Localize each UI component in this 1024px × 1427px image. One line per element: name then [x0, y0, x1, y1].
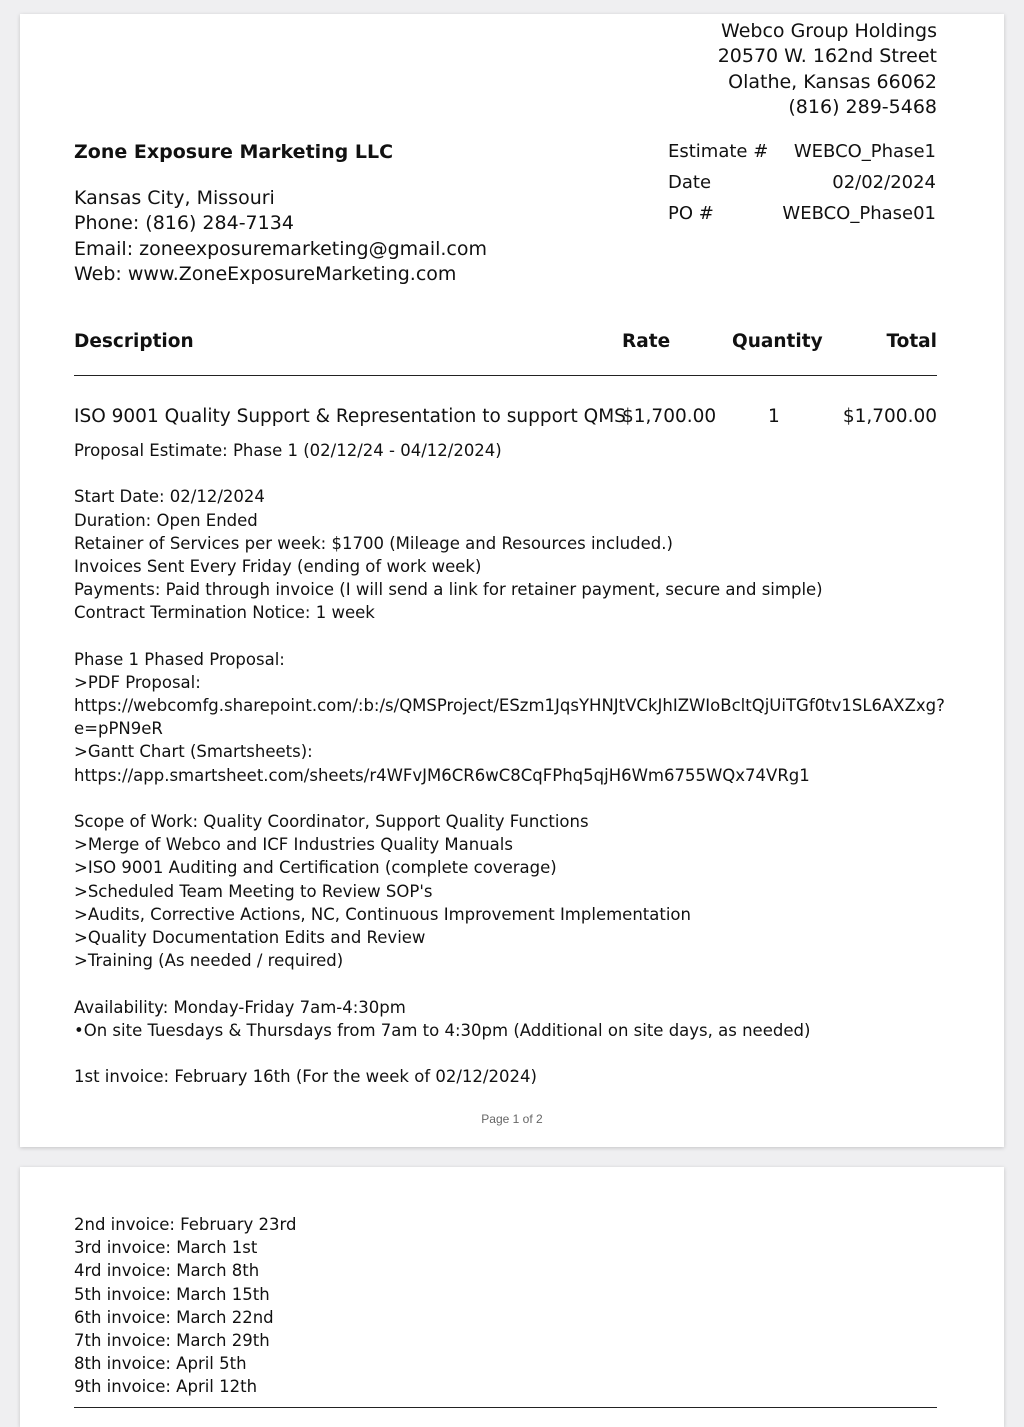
invoice-line: 6th invoice: March 22nd: [74, 1307, 274, 1327]
document-page-1: [20, 14, 1004, 1147]
detail-line: Retainer of Services per week: $1700 (Mileage and Resources included.): [74, 533, 673, 553]
estimate-meta: [668, 141, 936, 234]
invoice-line: 8th invoice: April 5th: [74, 1354, 247, 1374]
po-number-row: [668, 203, 936, 234]
invoice-line: 4rd invoice: March 8th: [74, 1261, 260, 1281]
item-quantity: 1: [768, 406, 780, 427]
item-details: [74, 439, 945, 1088]
meta-label: Date: [668, 172, 712, 193]
page-number-footer: Page 1 of 2: [481, 1112, 543, 1126]
recipient-address: [718, 19, 937, 120]
detail-line: >Scheduled Team Meeting to Review SOP's: [74, 881, 433, 901]
blank-line: [74, 972, 945, 995]
invoice-line: 9th invoice: April 12th: [74, 1377, 258, 1397]
sender-company-name: Zone Exposure Marketing LLC: [74, 141, 394, 163]
detail-line: Phase 1 Phased Proposal:: [74, 649, 285, 669]
invoice-line: 7th invoice: March 29th: [74, 1330, 270, 1350]
blank-line: [74, 1042, 945, 1065]
detail-line: >Training (As needed / required): [74, 951, 344, 971]
invoice-line: 3rd invoice: March 1st: [74, 1238, 258, 1258]
detail-line: >Quality Documentation Edits and Review: [74, 927, 426, 947]
detail-line: Start Date: 02/12/2024: [74, 487, 265, 507]
recipient-phone: (816) 289-5468: [788, 95, 937, 118]
sender-phone: Phone: (816) 284-7134: [74, 212, 294, 235]
blank-line: [74, 462, 945, 485]
sender-web: Web: www.ZoneExposureMarketing.com: [74, 262, 457, 285]
detail-line: Scope of Work: Quality Coordinator, Support Quality Functions: [74, 812, 589, 831]
recipient-name: Webco Group Holdings: [721, 20, 937, 42]
header-rate: Rate: [622, 331, 671, 352]
meta-value: WEBCO_Phase1: [793, 141, 936, 162]
detail-line: https://webcomfg.sharepoint.com/:b:/s/QMSProject/ESzm1JqsYHNJtVCkJhIZWIoBcltQjUiTGf0tv1SL6AXZxg?: [74, 696, 945, 716]
header-description: Description: [74, 331, 194, 352]
table-header-divider: [74, 375, 937, 376]
detail-line: >Audits, Corrective Actions, NC, Continuous Improvement Implementation: [74, 904, 691, 924]
document-page-2: [20, 1167, 1004, 1427]
detail-line: >ISO 9001 Auditing and Certification (complete coverage): [74, 858, 557, 878]
sender-email: Email: zoneexposuremarketing@gmail.com: [74, 237, 487, 260]
invoice-schedule: [74, 1213, 297, 1399]
header-total: Total: [886, 331, 937, 352]
item-description: ISO 9001 Quality Support & Representation to support QMS: [74, 406, 626, 427]
page2-divider: [74, 1407, 937, 1408]
sender-location: Kansas City, Missouri: [74, 187, 275, 209]
detail-line: Duration: Open Ended: [74, 510, 258, 530]
detail-line: https://app.smartsheet.com/sheets/r4WFvJM6CR6wC8CqFPhq5qjH6Wm6755WQx74VRg1: [74, 765, 810, 785]
blank-line: [74, 787, 945, 810]
meta-value: 02/02/2024: [832, 172, 936, 193]
recipient-city: Olathe, Kansas 66062: [728, 70, 937, 93]
invoice-line: 5th invoice: March 15th: [74, 1284, 270, 1304]
detail-line: •On site Tuesdays & Thursdays from 7am to 4:30pm (Additional on site days, as needed): [74, 1020, 811, 1040]
detail-line: 1st invoice: February 16th (For the week of 02/12/2024): [74, 1067, 537, 1087]
detail-line: >Merge of Webco and ICF Industries Quality Manuals: [74, 835, 513, 855]
blank-line: [74, 625, 945, 648]
detail-line: >Gantt Chart (Smartsheets):: [74, 742, 313, 762]
item-rate: $1,700.00: [622, 406, 717, 427]
detail-line: Proposal Estimate: Phase 1 (02/12/24 - 04/12/2024): [74, 441, 502, 460]
meta-label: Estimate #: [668, 141, 769, 162]
sender-contact-block: [74, 186, 487, 287]
meta-value: WEBCO_Phase01: [782, 203, 936, 224]
detail-line: Payments: Paid through invoice (I will send a link for retainer payment, secure and simple): [74, 580, 823, 600]
detail-line: e=pPN9eR: [74, 719, 163, 739]
estimate-number-row: [668, 141, 936, 172]
detail-line: Invoices Sent Every Friday (ending of work week): [74, 556, 482, 576]
invoice-line: 2nd invoice: February 23rd: [74, 1215, 297, 1234]
detail-line: Availability: Monday-Friday 7am-4:30pm: [74, 997, 406, 1017]
date-row: [668, 172, 936, 203]
meta-label: PO #: [668, 203, 714, 224]
detail-line: Contract Termination Notice: 1 week: [74, 603, 375, 623]
item-total: $1,700.00: [842, 406, 937, 427]
header-quantity: Quantity: [732, 331, 823, 352]
recipient-street: 20570 W. 162nd Street: [717, 45, 937, 68]
detail-line: >PDF Proposal:: [74, 672, 201, 692]
